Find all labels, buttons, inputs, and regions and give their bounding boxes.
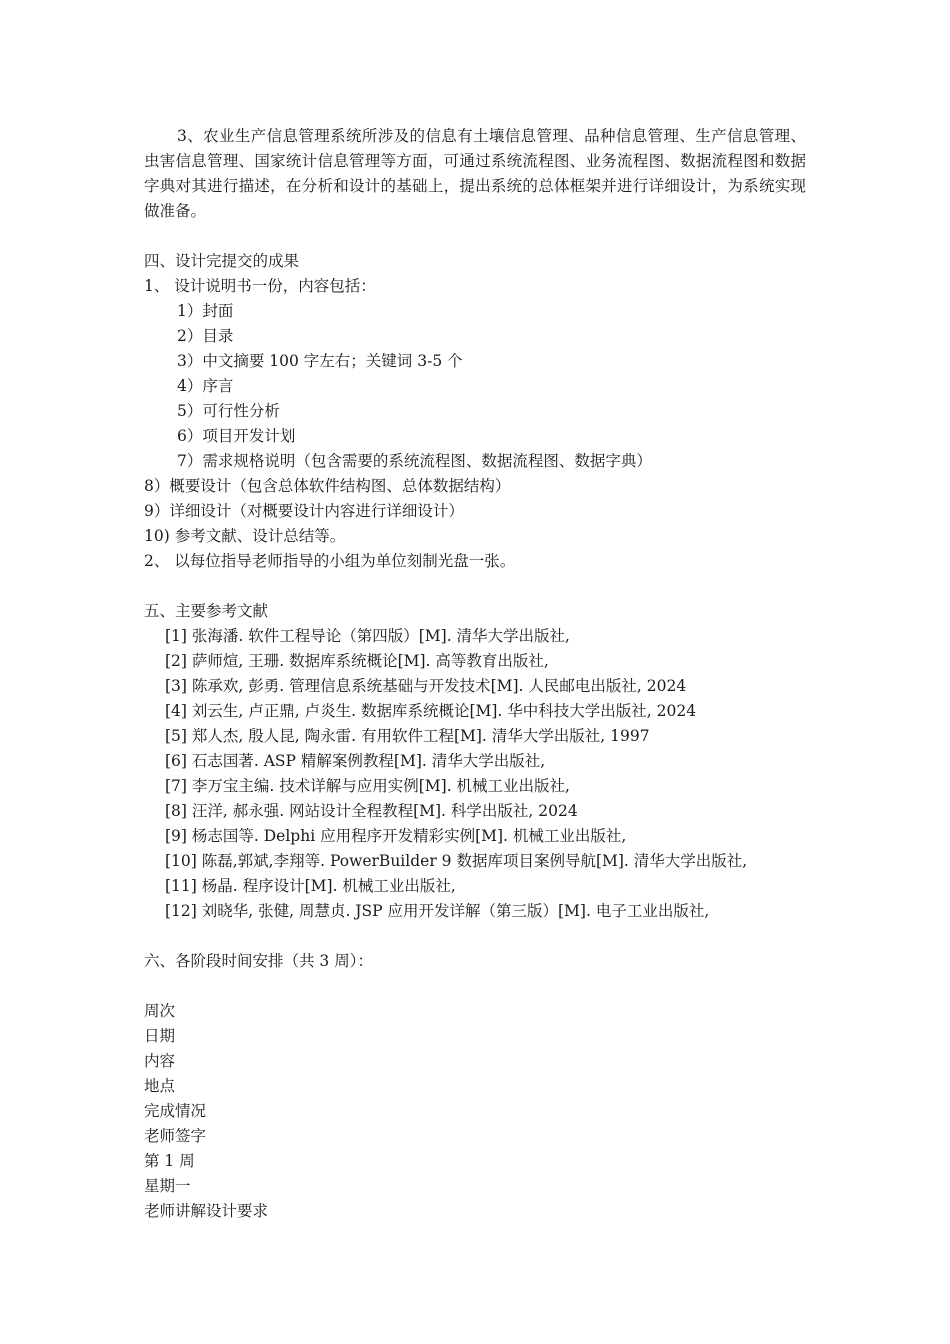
reference-item: [11] 杨晶. 程序设计[M]. 机械工业出版社, xyxy=(165,877,456,895)
reference-item: [5] 郑人杰, 殷人昆, 陶永雷. 有用软件工程[M]. 清华大学出版社, 1997 xyxy=(165,727,650,745)
reference-item: [10] 陈磊,郭斌,李翔等. PowerBuilder 9 数据库项目案例导航[M]. 清华大学出版社, xyxy=(165,852,748,870)
list-item: 4）序言 xyxy=(177,377,234,395)
design-doc-contents-list xyxy=(144,299,806,474)
reference-item: [6] 石志国著. ASP 精解案例教程[M]. 清华大学出版社, xyxy=(165,752,546,770)
section3-paragraph: 3、农业生产信息管理系统所涉及的信息有土壤信息管理、品种信息管理、生产信息管理、虫害信息管理、国家统计信息管理等方面，可通过系统流程图、业务流程图、数据流程图和数据字典对其进行描述，在分析和设计的基础上，提出系统的总体框架并进行详细设计，为系统实现做准备。 xyxy=(144,127,806,220)
reference-item: [2] 萨师煊, 王珊. 数据库系统概论[M]. 高等教育出版社, xyxy=(165,652,549,670)
reference-item: [1] 张海潘. 软件工程导论（第四版）[M]. 清华大学出版社, xyxy=(165,627,570,645)
reference-item: [12] 刘晓华, 张健, 周慧贞. JSP 应用开发详解（第三版）[M]. 电子工业出版社, xyxy=(165,902,710,920)
spacer xyxy=(144,974,806,999)
list-item: 3）中文摘要 100 字左右；关键词 3-5 个 xyxy=(177,352,463,370)
schedule-line: 星期一 xyxy=(144,1177,191,1195)
schedule-line: 第 1 周 xyxy=(144,1152,195,1170)
reference-item: [3] 陈承欢, 彭勇. 管理信息系统基础与开发技术[M]. 人民邮电出版社, 2024 xyxy=(165,677,687,695)
reference-item: [4] 刘云生, 卢正鼎, 卢炎生. 数据库系统概论[M]. 华中科技大学出版社, 2024 xyxy=(165,702,697,720)
reference-item: [9] 杨志国等. Delphi 应用程序开发精彩实例[M]. 机械工业出版社, xyxy=(165,827,627,845)
list-item: 7）需求规格说明（包含需要的系统流程图、数据流程图、数据字典） xyxy=(177,452,652,470)
reference-item: [7] 李万宝主编. 技术详解与应用实例[M]. 机械工业出版社, xyxy=(165,777,570,795)
section4-heading: 四、设计完提交的成果 xyxy=(144,252,300,270)
reference-list xyxy=(144,624,806,924)
section4-item-1: 1、 设计说明书一份，内容包括： xyxy=(144,277,376,295)
section4-item-2: 2、 以每位指导老师指导的小组为单位刻制光盘一张。 xyxy=(144,552,516,570)
section6-heading: 六、各阶段时间安排（共 3 周）： xyxy=(144,952,373,970)
list-item: 2）目录 xyxy=(177,327,234,345)
schedule-line: 内容 xyxy=(144,1052,176,1070)
spacer xyxy=(144,224,806,249)
schedule-line: 周次 xyxy=(144,1002,176,1020)
schedule-line: 老师讲解设计要求 xyxy=(144,1202,269,1220)
schedule-line: 老师签字 xyxy=(144,1127,207,1145)
schedule-line: 完成情况 xyxy=(144,1102,207,1120)
section5-heading: 五、主要参考文献 xyxy=(144,602,269,620)
list-item: 9）详细设计（对概要设计内容进行详细设计） xyxy=(144,502,464,520)
spacer xyxy=(144,574,806,599)
list-item: 6）项目开发计划 xyxy=(177,427,296,445)
list-item: 8）概要设计（包含总体软件结构图、总体数据结构） xyxy=(144,477,511,495)
reference-item: [8] 汪洋, 郝永强. 网站设计全程教程[M]. 科学出版社, 2024 xyxy=(165,802,578,820)
schedule-line: 地点 xyxy=(144,1077,176,1095)
list-item: 10) 参考文献、设计总结等。 xyxy=(144,527,346,545)
spacer xyxy=(144,924,806,949)
list-item: 1）封面 xyxy=(177,302,234,320)
list-item: 5）可行性分析 xyxy=(177,402,280,420)
schedule-line: 日期 xyxy=(144,1027,176,1045)
schedule-lines xyxy=(144,999,806,1224)
